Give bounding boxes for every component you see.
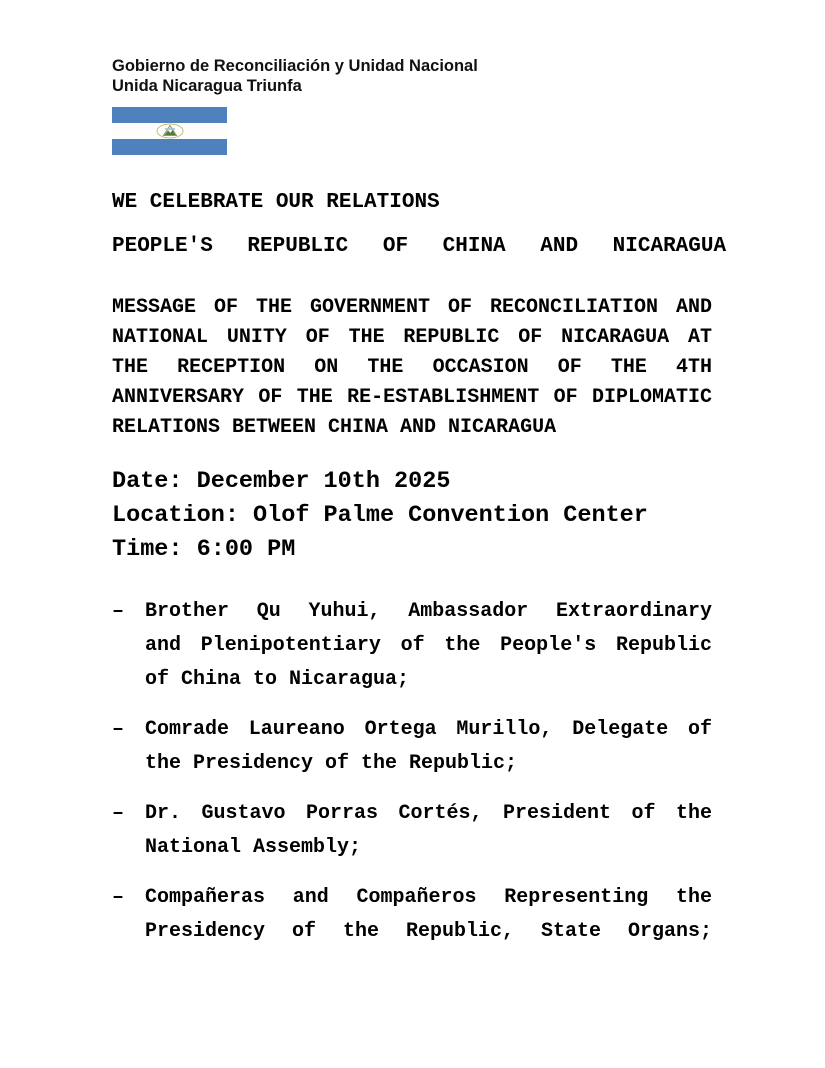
attendee-line: Comrade Laureano Ortega Murillo, Delegate of: [145, 718, 712, 741]
attendee-line: the Presidency of the Republic;: [145, 752, 518, 775]
attendee-line: Presidency of the Republic, State Organs;: [145, 920, 712, 943]
dash-bullet: –: [112, 802, 125, 825]
dash-bullet: –: [112, 718, 125, 741]
attendee-line: and Plenipotentiary of the People's Republic: [145, 634, 712, 657]
attendee-text: [145, 797, 712, 865]
message-line: NATIONAL UNITY OF THE REPUBLIC OF NICARAGUA AT: [112, 326, 712, 349]
message-paragraph: [112, 293, 712, 443]
list-item: [112, 881, 712, 949]
title-line-1: WE CELEBRATE OUR RELATIONS: [112, 191, 440, 214]
event-time: Time: 6:00 PM: [112, 536, 296, 563]
attendee-text: [145, 595, 712, 697]
letterhead-line-1: Gobierno de Reconciliación y Unidad Nacional: [112, 57, 478, 75]
message-line: ANNIVERSARY OF THE RE-ESTABLISHMENT OF DIPLOMATIC: [112, 386, 712, 409]
attendee-line: Compañeras and Compañeros Representing the: [145, 886, 712, 909]
flag-stripe-bottom: [112, 139, 227, 155]
attendee-line: National Assembly;: [145, 836, 362, 859]
attendee-text: [145, 881, 712, 949]
message-line: THE RECEPTION ON THE OCCASION OF THE 4TH: [112, 356, 712, 379]
list-item: [112, 595, 712, 697]
attendee-text: [145, 713, 712, 781]
list-item: [112, 713, 712, 781]
dash-bullet: –: [112, 600, 125, 623]
event-details: [112, 465, 712, 567]
flag-stripe-top: [112, 107, 227, 123]
nicaragua-flag-image: [112, 107, 227, 155]
message-line: MESSAGE OF THE GOVERNMENT OF RECONCILIATION AND: [112, 296, 712, 319]
letterhead: [112, 56, 712, 96]
event-date: Date: December 10th 2025: [112, 468, 451, 495]
attendee-line: Brother Qu Yuhui, Ambassador Extraordinary: [145, 600, 712, 623]
title-line-2: PEOPLE'S REPUBLIC OF CHINA AND NICARAGUA: [112, 235, 727, 258]
document-title: [112, 181, 727, 269]
list-item: [112, 797, 712, 865]
message-line: RELATIONS BETWEEN CHINA AND NICARAGUA: [112, 416, 557, 439]
attendee-list: [112, 595, 712, 949]
attendee-line: of China to Nicaragua;: [145, 668, 410, 691]
letterhead-line-2: Unida Nicaragua Triunfa: [112, 77, 302, 95]
dash-bullet: –: [112, 886, 125, 909]
nicaragua-coat-of-arms-icon: [155, 123, 185, 139]
event-location: Location: Olof Palme Convention Center: [112, 502, 648, 529]
attendee-line: Dr. Gustavo Porras Cortés, President of the: [145, 802, 712, 825]
